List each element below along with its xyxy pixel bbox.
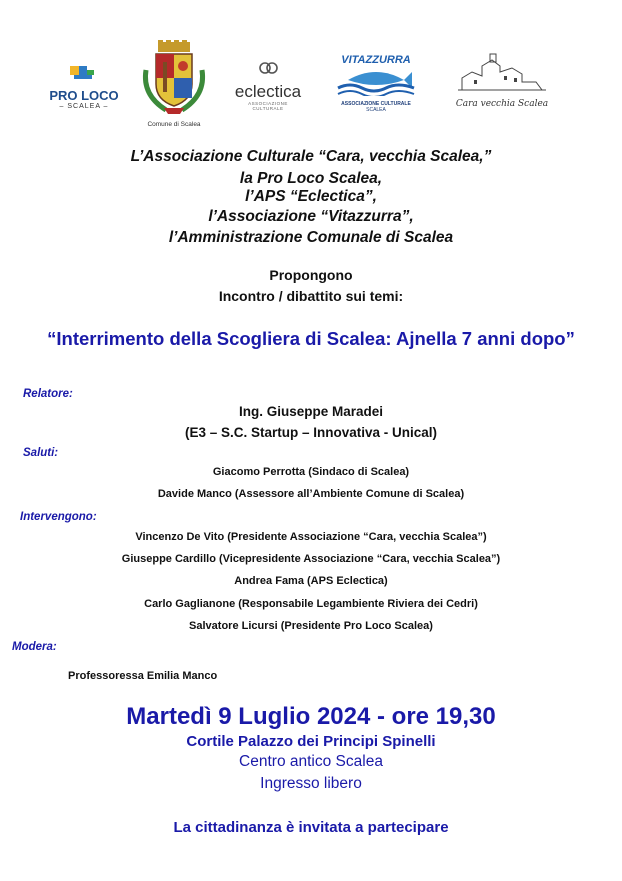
comune-caption: Comune di Scalea [147,121,201,128]
intervengono-person-5: Salvatore Licursi (Presidente Pro Loco Scalea) [189,620,433,632]
eclectica-name: eclectica [234,82,302,101]
intervengono-person-3: Andrea Fama (APS Eclectica) [234,575,388,587]
event-title: “Interrimento della Scogliera di Scalea: Ajnella 7 anni dopo” [47,328,575,349]
organizer-3: l’APS “Eclectica”, [245,188,377,205]
eclectica-logo [232,60,304,110]
eclectica-symbol-icon [232,60,304,78]
vitazzurra-sub: ASSOCIAZIONE CULTURALE [341,101,411,107]
propose-line-2: Incontro / dibattito sui temi: [218,288,404,304]
cara-name: Cara vecchia Scalea [455,99,549,109]
event-entry: Ingresso libero [260,775,362,792]
saluti-person-1: Giacomo Perrotta (Sindaco di Scalea) [212,466,410,478]
proloco-sub: – SCALEA – [59,103,109,110]
relatore-label: Relatore: [23,388,73,400]
comune-logo [136,40,212,126]
organizer-1: L’Associazione Culturale “Cara, vecchia Scalea,” [130,148,492,165]
logos-row [0,38,622,128]
relatore-name: Ing. Giuseppe Maradei [238,404,384,419]
organizer-4: l’Associazione “Vitazzurra”, [208,208,414,225]
organizer-5: l’Amministrazione Comunale di Scalea [168,229,454,246]
intervengono-person-2: Giuseppe Cardillo (Vicepresidente Associazione “Cara, vecchia Scalea”) [121,553,501,565]
old-town-sketch-icon [452,52,552,94]
vitazzurra-name: VITAZZURRA [341,54,411,66]
propose-line-1: Propongono [269,267,353,283]
intervengono-label: Intervengono: [20,511,97,523]
invite-text: La cittadinanza è invitata a partecipare [173,819,449,836]
fish-wave-icon [336,66,416,96]
eclectica-sub: ASSOCIAZIONE CULTURALE [248,101,288,111]
proloco-name: PRO LOCO [49,88,119,103]
cara-vecchia-scalea-logo [452,52,552,118]
organizer-2: la Pro Loco Scalea, [239,170,383,187]
event-date: Martedì 9 Luglio 2024 - ore 19,30 [126,703,496,730]
intervengono-person-4: Carlo Gaglianone (Responsabile Legambiente Riviera dei Cedri) [144,598,478,610]
proloco-logo [44,62,124,112]
intervengono-person-1: Vincenzo De Vito (Presidente Associazione “Cara, vecchia Scalea”) [135,531,487,543]
crest-icon [136,40,212,116]
vitazzurra-logo [336,54,416,120]
modera-label: Modera: [12,641,57,653]
moderator-name: Professoressa Emilia Manco [68,670,218,682]
saluti-person-2: Davide Manco (Assessore all’Ambiente Comune di Scalea) [157,488,465,500]
proloco-emblem-icon [44,62,124,84]
relatore-affiliation: (E3 – S.C. Startup – Innovativa - Unical) [184,425,438,440]
vitazzurra-city: SCALEA [366,107,386,113]
event-venue: Cortile Palazzo dei Principi Spinelli [186,733,436,750]
saluti-label: Saluti: [23,447,59,459]
event-place: Centro antico Scalea [239,753,383,770]
